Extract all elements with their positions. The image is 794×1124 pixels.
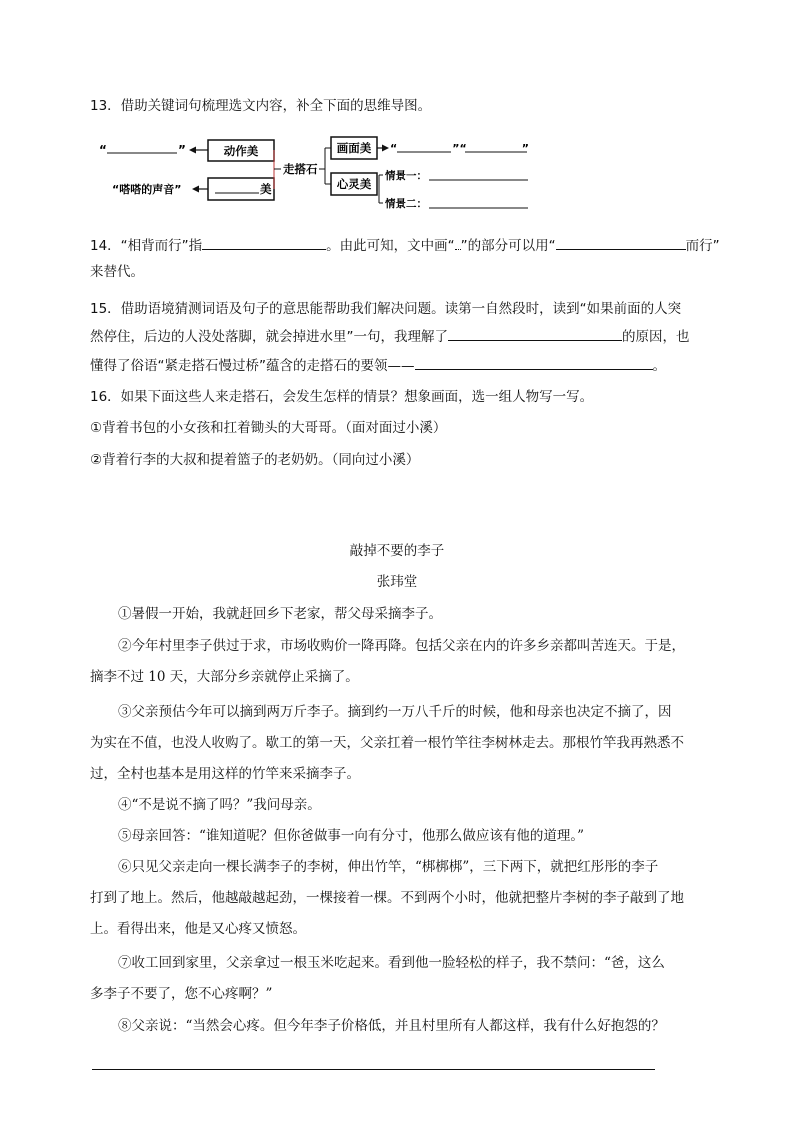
scene-2-label: 情景二： bbox=[385, 198, 427, 210]
question-16: 16．如果下面这些人来走搭石，会发生怎样的情景？想象画面，选一组人物写一写。 bbox=[90, 389, 594, 405]
paragraph-5: ⑤母亲回答：“谁知道呢？但你爸做事一向有分寸，他那么做应该有他的道理。” bbox=[118, 828, 585, 844]
mindmap-left-top-close-quote: ” bbox=[178, 143, 186, 157]
paragraph-6-line-2: 打到了地上。然后，他越敲越起劲，一棵接着一棵。不到两个小时，他就把整片李树的李子敲到了地 bbox=[90, 890, 684, 906]
q14-text-4: 而行” bbox=[685, 238, 720, 254]
box-blank-beauty-suffix: 美 bbox=[260, 182, 272, 196]
footer-rule bbox=[92, 1069, 655, 1070]
q14-text-2: 。由此可知，文中画“ bbox=[326, 238, 455, 254]
q14-text-1: 14．“相背而行”指 bbox=[90, 238, 203, 254]
story-title: 敲掉不要的李子 bbox=[349, 543, 445, 559]
arrow-head-left-bottom bbox=[192, 186, 199, 193]
paragraph-3-line-1: ③父亲预估今年可以摘到两万斤李子。摘到约一万八千斤的时候，他和母亲也决定不摘了，因 bbox=[118, 704, 672, 720]
q15-blank-2[interactable] bbox=[415, 355, 653, 370]
paragraph-6-line-1: ⑥只见父亲走向一棵长满李子的李树，伸出竹竿，“梆梆梆”，三下两下，就把红彤彤的李子 bbox=[118, 859, 659, 875]
scene-1-label: 情景一： bbox=[385, 170, 427, 182]
question-14-continued: 来替代。 bbox=[90, 264, 144, 280]
box-action-beauty-label: 动作美 bbox=[223, 144, 259, 158]
paragraph-3-line-2: 为实在不值，也没人收购了。歇工的第一天，父亲扛着一根竹竿往李树林走去。那根竹竿我再熟悉不 bbox=[90, 735, 684, 751]
arrow-head-left-top bbox=[189, 147, 196, 154]
paragraph-2-line-1: ②今年村里李子供过于求，市场收购价一降再降。包括父亲在内的许多乡亲都叫苦连天。于是， bbox=[118, 638, 685, 654]
question-15-line-2 bbox=[90, 326, 690, 347]
mindmap-center-text: 走搭石 bbox=[283, 162, 318, 176]
story-author: 张玮堂 bbox=[376, 574, 418, 590]
box-picture-beauty-label: 画面美 bbox=[336, 141, 372, 155]
q15-text-b: 的原因，也 bbox=[622, 329, 690, 345]
paragraph-2-line-2: 摘李不过 10 天，大部分乡亲就停止采摘了。 bbox=[90, 669, 359, 685]
question-14 bbox=[90, 235, 720, 256]
paragraph-7-line-1: ⑦收工回到家里，父亲拿过一根玉米吃起来。看到他一脸轻松的样子，我不禁问：“爸，这么 bbox=[118, 955, 665, 971]
question-16-option-2: ②背着行李的大叔和提着篮子的老奶奶。（同向过小溪） bbox=[90, 452, 420, 468]
question-16-option-1: ①背着书包的小女孩和扛着锄头的大哥哥。（面对面过小溪） bbox=[90, 420, 447, 436]
paragraph-4: ④“不是说不摘了吗？”我问母亲。 bbox=[118, 797, 321, 813]
paragraph-6-line-3: 上。看得出来，他是又心疼又愤怒。 bbox=[90, 921, 306, 937]
question-15-line-1: 15．借助语境猜测词语及句子的意思能帮助我们解决问题。读第一自然段时，读到“如果前面的人突 bbox=[90, 301, 682, 317]
picture-quotes: “ ”“ ” bbox=[390, 142, 529, 155]
q15-text-d: 。 bbox=[652, 358, 666, 374]
paragraph-7-line-2: 多李子不要了，您不心疼啊？” bbox=[90, 986, 273, 1002]
mind-map-diagram bbox=[95, 128, 555, 218]
mindmap-left-bottom-text: “嗒嗒的声音” bbox=[112, 183, 182, 196]
box-heart-beauty-label: 心灵美 bbox=[336, 177, 372, 191]
mindmap-left-top-open-quote: “ bbox=[99, 143, 107, 157]
q14-blank-1[interactable] bbox=[202, 235, 326, 250]
q14-text-3: ”的部分可以用“ bbox=[460, 238, 556, 254]
question-13: 13．借助关键词句梳理选文内容，补全下面的思维导图。 bbox=[90, 98, 432, 114]
paragraph-3-line-3: 过，全村也基本是用这样的竹竿来采摘李子。 bbox=[90, 766, 360, 782]
q15-blank-1[interactable] bbox=[448, 326, 622, 341]
q15-text-c: 懂得了俗语“紧走搭石慢过桥”蕴含的走搭石的要领—— bbox=[90, 358, 415, 374]
q14-blank-2[interactable] bbox=[556, 235, 686, 250]
arrow-head-picture bbox=[382, 145, 389, 152]
question-15-line-3 bbox=[90, 355, 666, 376]
q15-text-a: 然停住，后边的人没处落脚，就会掉进水里”一句，我理解了 bbox=[90, 329, 448, 345]
paragraph-8: ⑧父亲说：“当然会心疼。但今年李子价格低，并且村里所有人都这样，我有什么好抱怨的？ bbox=[118, 1018, 665, 1034]
paragraph-1: ①暑假一开始，我就赶回乡下老家，帮父母采摘李子。 bbox=[118, 606, 442, 622]
